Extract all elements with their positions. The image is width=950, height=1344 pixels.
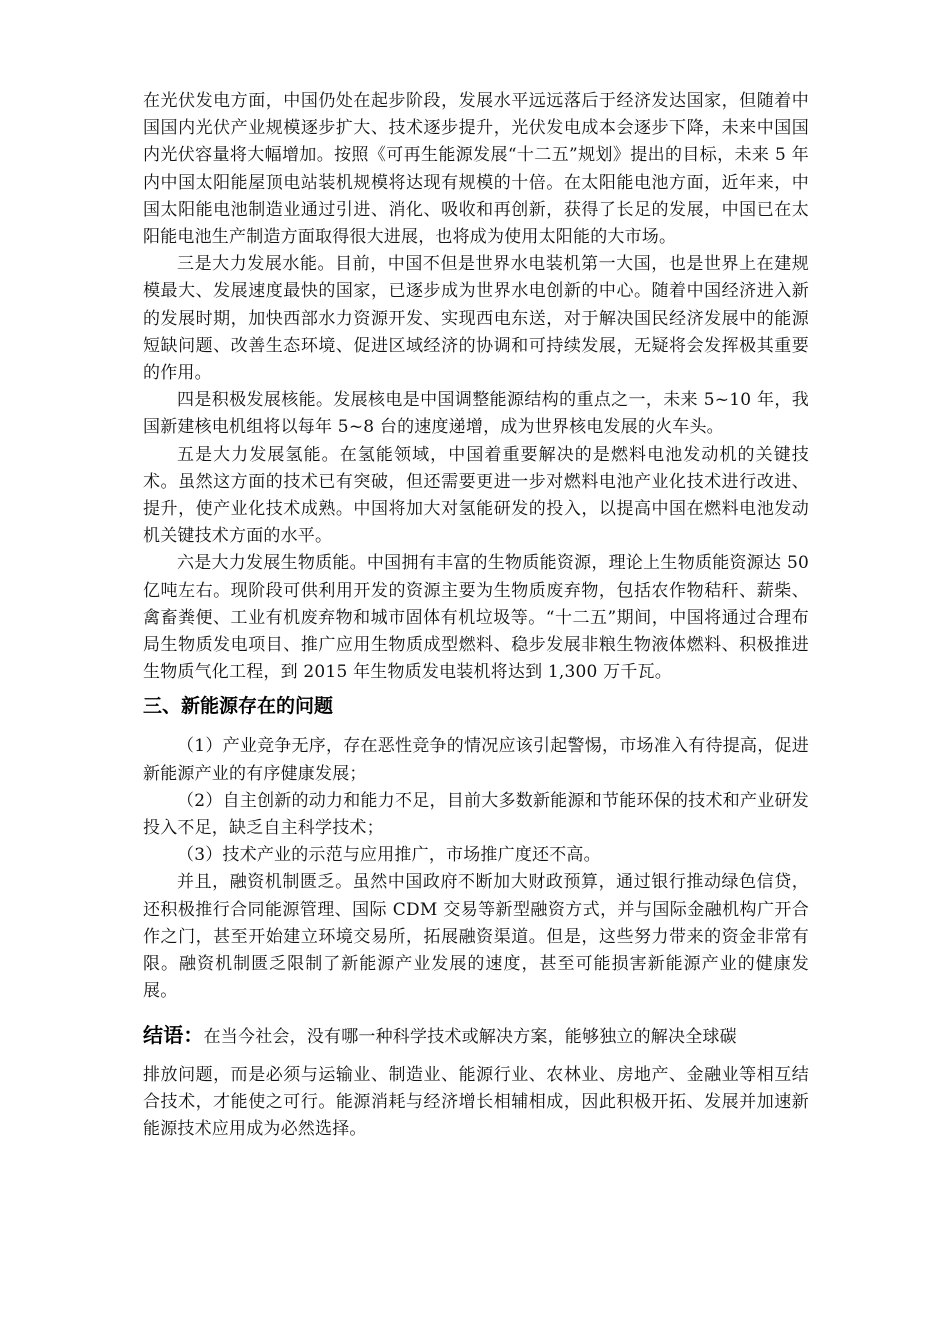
conclusion-colon: ：	[183, 1022, 204, 1047]
conclusion-lead-text: 在当今社会，没有哪一种科学技术或解决方案，能够独立的解决全球碳	[203, 1026, 737, 1047]
paragraph-financing: 并且，融资机制匮乏。虽然中国政府不断加大财政预算，通过银行推动绿色信贷，还积极推行合同能源管理、国际 CDM 交易等新型融资方式，并与国际金融机构广开合作之门，甚至开始建立环境交易所，拓展融资渠道。但是，这些努力带来的资金非常有限。融资机制匮乏限制了新能源产业发展的速度，甚至可能损害新能源产业的健康发展。	[143, 872, 809, 1002]
conclusion-first-line	[143, 1012, 809, 1060]
conclusion	[143, 1012, 809, 1144]
problem-item-2: （2）自主创新的动力和能力不足，目前大多数新能源和节能环保的技术和产业研发投入不足，缺乏自主科学技术；	[143, 790, 809, 839]
paragraph-nuclear: 四是积极发展核能。发展核电是中国调整能源结构的重点之一，未来 5~10 年，我国新建核电机组将以每年 5~8 台的速度递增，成为世界核电发展的火车头。	[143, 390, 809, 438]
paragraph-hydropower: 三是大力发展水能。目前，中国不但是世界水电装机第一大国，也是世界上在建规模最大、发展速度最快的国家，已逐步成为世界水电创新的中心。随着中国经济进入新的发展时期，加快西部水力资源开发、实现西电东送，对于解决国民经济发展中的能源短缺问题、改善生态环境、促进区域经济的协调和可持续发展，无疑将会发挥极其重要的作用。	[143, 254, 809, 384]
paragraph-biomass: 六是大力发展生物质能。中国拥有丰富的生物质能资源，理论上生物质能资源达 50 亿吨左右。现阶段可供利用开发的资源主要为生物质废弃物，包括农作物秸秆、薪柴、禽畜粪便、工业有机废弃物和城市固体有机垃圾等。“十二五”期间，中国将通过合理布局生物质发电项目、推广应用生物质成型燃料、稳步发展非粮生物液体燃料、积极推进生物质气化工程，到 2015 年生物质发电装机将达到 1,300 万千瓦。	[143, 553, 809, 683]
paragraph-solar: 在光伏发电方面，中国仍处在起步阶段，发展水平远远落后于经济发达国家，但随着中国国内光伏产业规模逐步扩大、技术逐步提升，光伏发电成本会逐步下降，未来中国国内光伏容量将大幅增加。按照《可再生能源发展“十二五”规划》提出的目标，未来 5 年内中国太阳能屋顶电站装机规模将达现有规模的十倍。在太阳能电池方面，近年来，中国太阳能电池制造业通过引进、消化、吸收和再创新，获得了长足的发展，中国已在太阳能电池生产制造方面取得很大进展，也将成为使用太阳能的大市场。	[143, 91, 809, 248]
problem-item-3: （3）技术产业的示范与应用推广，市场推广度还不高。	[177, 845, 601, 866]
problem-item-1: （1）产业竞争无序，存在恶性竞争的情况应该引起警惕，市场准入有待提高，促进新能源产业的有序健康发展；	[143, 736, 809, 784]
paragraph-hydrogen: 五是大力发展氢能。在氢能领域，中国着重要解决的是燃料电池发动机的关键技术。虽然这方面的技术已有突破，但还需要更进一步对燃料电池产业化技术进行改进、提升，使产业化技术成熟。中国将加大对氢能研发的投入，以提高中国在燃料电池发动机关键技术方面的水平。	[143, 444, 809, 547]
section-heading: 三、新能源存在的问题	[143, 695, 334, 718]
document-page	[143, 88, 809, 1143]
conclusion-body-text: 排放问题，而是必须与运输业、制造业、能源行业、农林业、房地产、金融业等相互结合技术，才能使之可行。能源消耗与经济增长相辅相成，因此积极开拓、发展并加速新能源技术应用成为必然选择。	[143, 1064, 809, 1139]
conclusion-label: 结语	[143, 1022, 184, 1047]
